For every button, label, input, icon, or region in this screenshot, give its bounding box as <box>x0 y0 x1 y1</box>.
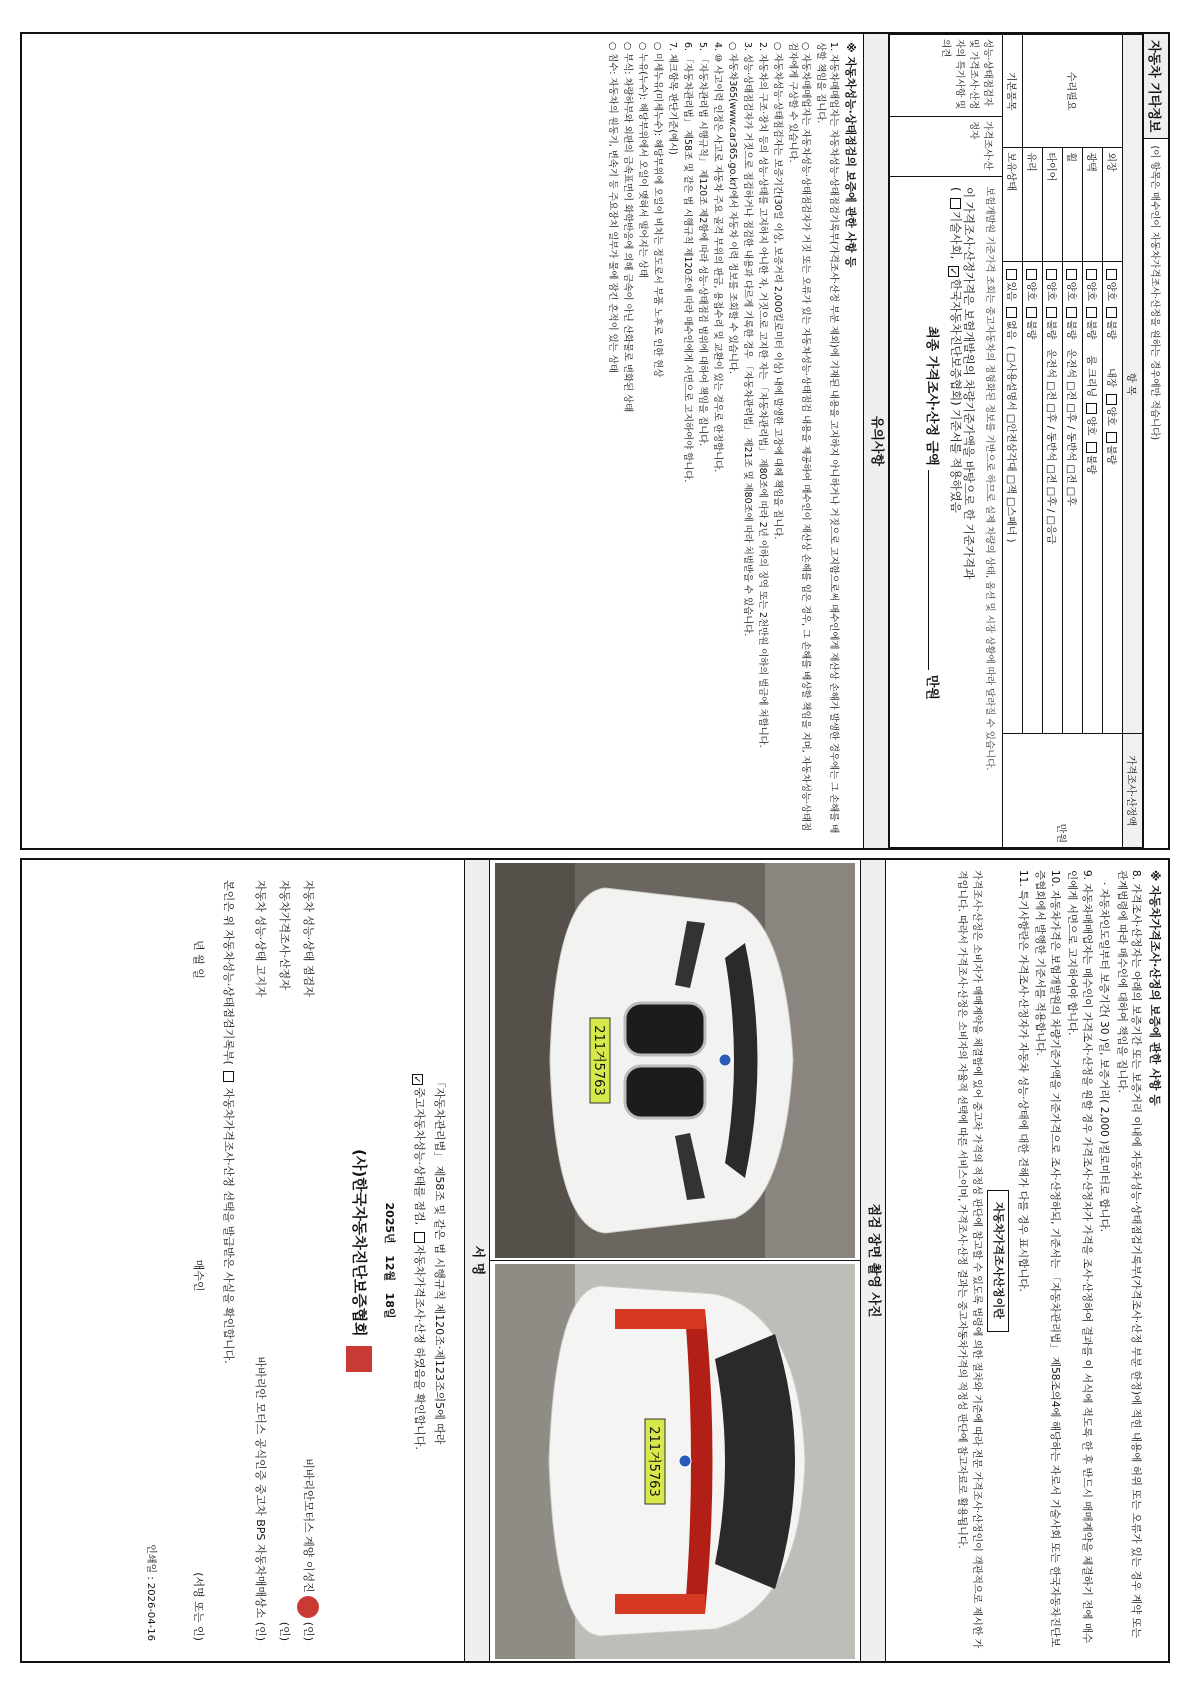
row-label <box>1063 148 1083 261</box>
org-name: (사)한국자동차진단보증협회 <box>350 1149 369 1337</box>
price-note-item: 9. 자동차매매업자는 매수인이 가격조사·산정을 원할 경우 가격조사·산정자가 가격을 조사·산정하여 결과를 이 서식에 적도록 한 후 반드시 매매계약을 체결하기 전에 매수인에게 서면으로 고지하여야 합니다. <box>1066 870 1093 1644</box>
buyer-date: 년 월 일 <box>192 940 205 979</box>
opt-good: 양호 <box>1085 416 1096 436</box>
rear-plate-text: 211거5763 <box>646 1425 661 1497</box>
receipt-line <box>216 880 240 1641</box>
signers <box>138 880 320 1641</box>
row-wheel-label: 휠 <box>1065 152 1076 162</box>
price-definition-badge: 자동차가격조사산정이란 <box>987 1190 1010 1332</box>
checkbox[interactable] <box>1066 307 1077 318</box>
row-label <box>1083 148 1103 261</box>
checkbox[interactable] <box>1046 307 1057 318</box>
sign-org <box>346 880 372 1641</box>
buyer-label: 매수인 <box>192 1259 205 1292</box>
opt-good: 양호 <box>1065 281 1076 301</box>
sign-title: 서 명 <box>464 860 490 1661</box>
opinion-text: 성능·상태점검자 및 가격조사·산정자의 특기사항 및 의견 <box>940 39 993 110</box>
row-cleaning-label: 룸 크리닝 <box>1085 355 1096 398</box>
sign-date <box>382 880 398 1641</box>
notice-item: ○ 침수: 자동차의 원동기, 변속기 등 주요장치 일부가 물에 잠긴 흔적이 있는 상태 <box>607 42 618 373</box>
opt-good: 양호 <box>1085 281 1096 301</box>
row-label <box>1043 148 1063 261</box>
photo-row <box>490 860 860 1661</box>
buyer-row <box>186 880 210 1641</box>
price-content <box>925 187 996 839</box>
notice-item: 6. 「자동차관리법」 제58조 및 같은 법 시행규칙 제120조에 따라 매수인에게 서면으로 고지하여야 합니다. <box>682 42 693 483</box>
notice-item: ○ 자동차365(www.car365.go.kr)에서 자동차 이력 정보를 조회할 수 있습니다. <box>727 42 738 374</box>
right-page <box>20 858 1170 1663</box>
checkbox[interactable] <box>1026 307 1037 318</box>
car-rear-image <box>495 1264 855 1659</box>
dealer-label: 자동차 성능·상태 고지자 <box>254 880 267 997</box>
seal-paren: (인) <box>302 1621 315 1641</box>
checkbox[interactable] <box>1106 269 1117 280</box>
row-wheel <box>1063 261 1083 734</box>
final-unit: 만원 <box>924 674 939 700</box>
opt-good: 양호 <box>1105 406 1116 426</box>
opt-bad: 불량 <box>1105 320 1116 340</box>
opt-good: 양호 <box>1025 281 1036 301</box>
price-note-item: 11. 특기사항란은 가격조사·산정자가 자동차 성능·상태에 대한 견해가 다를 경우 표시합니다. <box>1017 870 1029 1292</box>
row-glass <box>1023 261 1043 734</box>
inspector-label: 자동차 성능·상태 점검자 <box>302 880 315 997</box>
notice-item: ○ 누유(누수): 해당부위에서 오일이 맺혀서 떨어지는 상태 <box>637 42 648 278</box>
row-exterior-label: 외장 <box>1105 152 1116 172</box>
row-exterior <box>1103 261 1123 734</box>
info-note: (이 항목은 매수인이 자동차가격조사·산정을 원하는 경우에만 적습니다) <box>1149 145 1160 441</box>
notice-body <box>600 34 863 848</box>
price-cell <box>1003 734 1123 848</box>
checkbox[interactable] <box>1086 403 1097 414</box>
sign-section <box>44 860 464 1661</box>
photo-title: 점검 장면 촬영 사진 <box>860 860 886 1661</box>
receipt-text-b: 자동차가격조사·산정 선택을 발급받은 사실을 확인합니다. <box>222 1087 235 1364</box>
pricer-label <box>890 117 1002 177</box>
paren: ( <box>949 187 963 192</box>
opt-bad: 불량 <box>1085 454 1096 475</box>
row-interior-label: 내장 <box>1105 368 1116 388</box>
date-day: 18일 <box>383 1292 396 1319</box>
checkbox[interactable] <box>1086 269 1097 280</box>
row-label <box>1103 148 1123 261</box>
row-gloss-label: 광택 <box>1085 152 1096 172</box>
inspector-sign <box>296 1458 320 1641</box>
signer-row <box>272 880 296 1641</box>
info-table <box>1002 34 1143 848</box>
price-area <box>889 34 1002 848</box>
info-header <box>1143 34 1168 848</box>
notice-item: ○ 부식: 차량하부와 외판의 금속표면이 화학반응에 의해 금속이 아닌 산화물로 변화된 상태 <box>622 42 633 413</box>
sign-law: 「자동차관리법」 제58조 및 같은 법 시행규칙 제120조·제123조의5에 따라 <box>433 1076 446 1445</box>
org-seal-icon <box>346 1346 372 1372</box>
checkbox[interactable] <box>1086 307 1097 318</box>
row-items-label: 보유상태 <box>1005 152 1016 191</box>
info-title: 자동차 기타정보 <box>1144 34 1168 139</box>
left-page <box>20 32 1170 850</box>
notice-title: 유의사항 <box>863 34 889 848</box>
opt-bad: 불량 <box>1085 320 1096 340</box>
notice-item: 5. 「자동차관리법 시행규칙」 제120조 제2항에 따라 성능·상태점검 범위에 대하여 책임을 집니다. <box>697 42 708 447</box>
basis-tech: 기술사회, <box>949 211 963 260</box>
checkbox[interactable] <box>1106 394 1117 405</box>
checkbox[interactable] <box>1006 269 1017 280</box>
final-amount[interactable] <box>928 470 929 670</box>
date-month: 12월 <box>383 1255 396 1282</box>
opt-no: 없음 <box>1005 320 1016 340</box>
notice-item: 7. 체크항목 판단기준(예시) <box>667 42 678 155</box>
col-item: 항 목 <box>1123 35 1143 734</box>
check-inspection-label: 중고자동차성능·상태를 점검, <box>413 1087 426 1226</box>
checkbox[interactable] <box>1106 307 1117 318</box>
notice-item: 4. ⑩ 사고이력 인정은 사고로 자동차 주요 골격 부위의 판금, 용접수리 및 교환이 있는 경우로 한정합니다. <box>712 42 723 473</box>
checkbox-assoc[interactable] <box>948 266 959 277</box>
checkbox-receipt[interactable] <box>223 1071 234 1082</box>
notice-heading: ※ 자동차성능·상태점검의 보증에 관한 사항 등 <box>844 42 857 268</box>
checkbox-inspection[interactable] <box>412 1074 423 1085</box>
dealer-sign <box>248 1356 272 1641</box>
receipt-text: 본인은 위 자동차성능·상태점검기록부( <box>222 880 235 1065</box>
checkbox[interactable] <box>1006 307 1017 318</box>
price-note-item: 8. 가격조사·산정자는 아래의 보증기간 또는 보증거리 이내에 자동차성능·상태점검기록부(가격조사·산정 부분 한정)에 적힌 내용에 허위 또는 오류가 있는 경우 계약 또는 관계법령에 따라 매수인에 대하여 책임을 집니다. <box>1116 870 1143 1638</box>
col-price: 가격조사·산정액 <box>1123 734 1143 848</box>
check-price-label: 자동차가격조사·산정 <box>413 1244 426 1344</box>
pricer-label: 자동차가격조사·산정자 <box>278 880 291 990</box>
checkbox[interactable] <box>1026 269 1037 280</box>
row-tire-label: 타이어 <box>1045 152 1056 182</box>
seal-paren: (인) <box>254 1621 267 1641</box>
opt-good: 양호 <box>1105 281 1116 301</box>
dealer-name: 바바리안 모터스 공식인증 중고차 BPS 자동차매매상소 <box>254 1356 267 1619</box>
opinion-label <box>890 35 1002 117</box>
basis-end: 기준서를 적용하였음 <box>949 409 963 513</box>
opt-bad: 불량 <box>1105 445 1116 465</box>
seal-paren: (인) <box>278 1621 291 1641</box>
price-basis <box>948 187 975 839</box>
basic-items: ( □사용설명서 □안전삼각대 □잭 □스패너 ) <box>1005 345 1016 543</box>
group-repair: 수리필요 <box>1023 35 1123 148</box>
notice-item: ○ 자동차매매업자는 자동차성능·상태점검자가 거짓 또는 오류가 있는 자동차성능·상태점검 내용을 제공하여 매수인이 재산상 손해를 입은 경우, 그 손해를 배상할 책임을 지며, 자동차성능·상태점검자에게 구상할 수 있습니다. <box>787 42 811 832</box>
sign-check-line <box>412 880 428 1641</box>
final-price <box>925 187 938 839</box>
confirm-text: 하였음을 확인합니다. <box>413 1347 426 1450</box>
front-photo <box>490 860 860 1261</box>
pricer-text: 가격조사·산정자 <box>968 121 993 170</box>
opt-yes: 있음 <box>1005 281 1016 301</box>
opt-good: 양호 <box>1045 281 1056 301</box>
row-label <box>1003 148 1023 261</box>
row-gloss <box>1083 261 1103 734</box>
buyer-sign-mark: (서명 또는 인) <box>192 1572 205 1641</box>
checkbox[interactable] <box>1106 432 1117 443</box>
basis-assoc: 한국자동차진단보증협회) <box>949 278 963 406</box>
opt-bad: 불량 <box>1045 320 1056 340</box>
final-label: 최종 가격조사·산정 금액 <box>924 326 939 466</box>
notice-item: 3. 성능·상태점검자가 거짓으로 점검하거나 점검한 내용과 다르게 기록한 경우 「자동차관리법」 제21조 및 제80조에 따라 처벌받을 수 있습니다. <box>742 42 753 637</box>
row-tire <box>1043 261 1063 734</box>
front-plate-text: 211거5763 <box>591 1024 606 1096</box>
checkbox[interactable] <box>1046 269 1057 280</box>
price-unit: 만원 <box>1055 823 1066 843</box>
date-year: 2025년 <box>383 1202 396 1244</box>
price-fine: 보험개발원 기준가격 조회는 중고자동차의 정형화된 정보를 기반으로 하므로 실제 차량의 상태, 옵션 및 시장 상황에 따라 달라질 수 있습니다. <box>984 187 995 771</box>
price-notes-heading: ※ 자동차가격조사·산정의 보증에 관한 사항 등 <box>1148 870 1162 1106</box>
price-note-item: 10. 자동차가격은 보험개발원의 차량기준가액을 기준가격으로 조사·산정하되, 기준서는 「자동차관리법」 제58조의4에 해당하는 자로서 기술사회 또는 한국자동차진단보증협회에서 발행한 기준서를 적용합니다. <box>1034 870 1061 1648</box>
price-definition: 가격조사·산정은 소비자가 매매계약을 체결함에 있어 중고차 가격의 적정성 판단에 참고할 수 있도록 법령에 의한 절차와 기준에 따라 전문 가격조사·산정인이 객관적으로 제시한 가격입니다. 따라서 가격조사·산정은 소비자의 자율적 선택에 따른 서비스이며, 가격조사·산정 결과는 중고자동차가격의 적정성 판단에 참고자료로 활용됩니다. <box>956 870 982 1649</box>
rear-photo <box>490 1261 860 1661</box>
tire-position: 운전석 □전 □후 / 동반석 □전 □후 / □응급 <box>1045 349 1056 545</box>
wheel-position: 운전석 □전 □후 / 동반석 □전 □후 <box>1065 349 1076 506</box>
notice-item: 2. 자동차의 구조·장치 등의 성능·상태를 고지하지 아니한 자, 거짓으로 고지한 자는 「자동차관리법」 제80조에 따라 2년 이하의 징역 또는 2천만원 이하의 벌금에 처합니다. <box>757 42 768 748</box>
signer-row <box>296 880 320 1641</box>
signer-row <box>248 880 272 1641</box>
notice-item: 1. 자동차매매업자는 자동차성능·상태점검기록부(가격조사·산정 부분 제외)에 기재된 내용을 고지하지 아니하거나 거짓으로 고지함으로써 매수인에게 재산상 손해가 발생한 경우에는 그 손해를 배상할 책임을 집니다. <box>815 42 839 834</box>
inspector-stamp-icon <box>297 1596 319 1618</box>
notice-item: ○ 미세누유(미세누수): 해당부위에 오일이 비치는 정도로서 부품 노후로 인한 현상 <box>652 42 663 378</box>
print-date: 인쇄일 : 2026-04-16 <box>145 1544 156 1641</box>
row-glass-label: 유리 <box>1025 152 1036 172</box>
group-basic: 기본품목 <box>1003 35 1023 148</box>
car-front-image <box>495 863 855 1258</box>
opt-bad: 불량 <box>1065 320 1076 340</box>
inspector-name: 비바리안모터스 계양 이성진 <box>302 1458 315 1593</box>
price-note-item: · 자동차인도일부터 보증기간( 30 )일, 보증거리( 2,000 )킬로미터로 합니다. <box>1098 882 1111 1233</box>
price-line: 이 가격조사·산정가격은 보험개발원의 차량기준가액을 바탕으로 한 기준가격과 <box>962 187 976 580</box>
notice-item: ○ 자동차성능·상태점검자는 보증기간(30일 이상, 보증거리 2,000킬로미터 이상) 내에 발생한 고장에 대해 책임을 집니다. <box>772 42 783 540</box>
row-label <box>1023 148 1043 261</box>
checkbox-tech[interactable] <box>950 198 961 209</box>
checkbox-price[interactable] <box>414 1232 425 1243</box>
opt-bad: 불량 <box>1025 320 1036 340</box>
price-notes <box>886 860 1168 1661</box>
row-items <box>1003 261 1023 734</box>
checkbox[interactable] <box>1066 269 1077 280</box>
checkbox[interactable] <box>1086 442 1097 453</box>
